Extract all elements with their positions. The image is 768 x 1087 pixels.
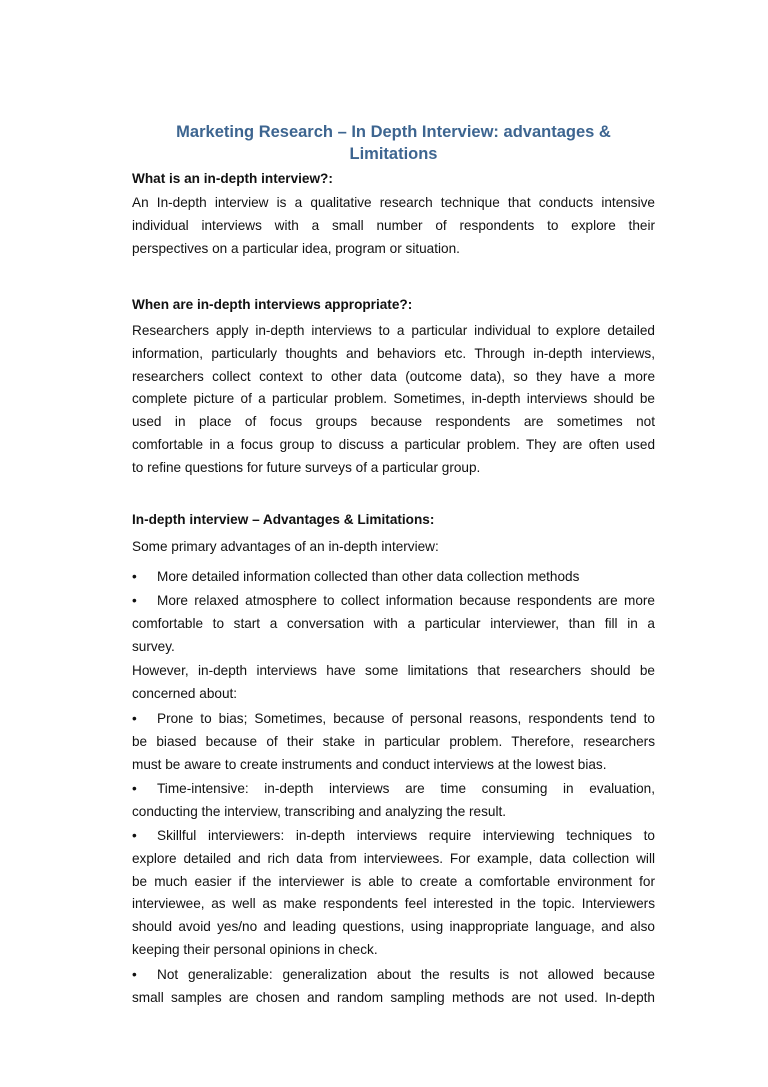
text-line	[132, 660, 655, 683]
text-line	[132, 987, 655, 1010]
line-text: keeping their personal opinions in check.	[132, 941, 378, 957]
line-text: small samples are chosen and random sampling methods are not used. In-depth	[132, 989, 655, 1005]
line-text: conducting the interview, transcribing and analyzing the result.	[132, 803, 507, 819]
text-line	[132, 939, 655, 962]
paragraph	[132, 536, 655, 559]
text-line	[132, 893, 655, 916]
line-text: information, particularly thoughts and behaviors etc. Through in-depth interviews,	[132, 345, 655, 361]
title-line: Marketing Research – In Depth Interview: advantages &	[176, 123, 611, 141]
line-text: to refine questions for future surveys of a particular group.	[132, 459, 481, 475]
line-text: More detailed information collected than other data collection methods	[157, 569, 580, 584]
bullet-icon: •	[132, 781, 137, 796]
section-heading	[132, 509, 655, 532]
line-text: An In-depth interview is a qualitative research technique that conducts intensive	[132, 195, 655, 210]
text-line	[132, 613, 655, 636]
line-text: individual interviews with a small number of respondents to explore their	[132, 217, 655, 233]
line-text: However, in-depth interviews have some limitations that researchers should be	[132, 663, 655, 678]
text-line	[132, 294, 655, 317]
line-text: be biased because of their stake in particular problem. Therefore, researchers	[132, 733, 655, 749]
text-line	[132, 457, 655, 480]
title-line: Limitations	[349, 145, 438, 163]
text-line	[132, 825, 655, 848]
text-line	[132, 731, 655, 754]
line-text: researchers collect context to other data (outcome data), so they have a more	[132, 368, 655, 384]
text-line	[132, 320, 655, 343]
text-line	[132, 366, 655, 389]
bullet-item	[132, 590, 655, 658]
text-line	[132, 215, 655, 238]
text-line	[132, 801, 655, 824]
bullet-icon: •	[132, 593, 137, 608]
line-text: explore detailed and rich data from interviewees. For example, data collection will	[132, 850, 655, 866]
line-text: comfortable to start a conversation with a particular interviewer, than fill in a	[132, 615, 655, 631]
line-text: Skillful interviewers: in-depth interviews require interviewing techniques to	[157, 828, 655, 843]
paragraph	[132, 660, 655, 706]
bullet-item	[132, 825, 655, 962]
text-line	[132, 754, 655, 777]
text-line	[132, 916, 655, 939]
line-text: In-depth interview – Advantages & Limitations:	[132, 512, 435, 527]
line-text: used in place of focus groups because respondents are sometimes not	[132, 414, 655, 430]
text-line	[132, 590, 655, 613]
text-line	[132, 871, 655, 894]
line-text: must be aware to create instruments and conduct interviews at the lowest bias.	[132, 756, 607, 772]
text-line	[132, 411, 655, 434]
bullet-icon: •	[132, 967, 137, 982]
line-text: comfortable in a focus group to discuss a particular problem. They are often used	[132, 436, 655, 452]
bullet-icon: •	[132, 711, 137, 726]
bullet-item	[132, 964, 655, 1010]
text-line	[132, 566, 655, 589]
text-line	[132, 536, 655, 559]
section-heading	[132, 168, 655, 191]
line-text: Prone to bias; Sometimes, because of personal reasons, respondents tend to	[157, 711, 655, 726]
bullet-item	[132, 566, 655, 589]
document-title	[132, 121, 655, 165]
text-line	[132, 509, 655, 532]
text-line	[132, 343, 655, 366]
line-text: complete picture of a particular problem. Sometimes, in-depth interviews should be	[132, 391, 655, 407]
line-text: concerned about:	[132, 685, 238, 701]
line-text: should avoid yes/no and leading questions, using inappropriate language, and also	[132, 919, 655, 935]
text-line	[132, 434, 655, 457]
bullet-item	[132, 708, 655, 776]
text-line	[132, 636, 655, 659]
line-text: be much easier if the interviewer is able to create a comfortable environment for	[132, 873, 655, 889]
line-text: When are in-depth interviews appropriate?:	[132, 297, 413, 312]
text-line	[132, 683, 655, 706]
section-heading	[132, 294, 655, 317]
line-text: Time-intensive: in-depth interviews are time consuming in evaluation,	[157, 781, 655, 796]
text-line	[132, 778, 655, 801]
line-text: interviewee, as well as make respondents feel interested in the topic. Interviewers	[132, 896, 655, 912]
line-text: perspectives on a particular idea, program or situation.	[132, 240, 460, 256]
bullet-item	[132, 778, 655, 824]
text-line	[132, 848, 655, 871]
bullet-icon: •	[132, 828, 137, 843]
line-text: What is an in-depth interview?:	[132, 171, 333, 186]
text-line	[132, 964, 655, 987]
text-line	[132, 238, 655, 261]
line-text: More relaxed atmosphere to collect information because respondents are more	[157, 593, 655, 608]
text-line	[132, 388, 655, 411]
bullet-icon: •	[132, 569, 137, 584]
text-line	[132, 168, 655, 191]
line-text: survey.	[132, 638, 175, 654]
line-text: Researchers apply in-depth interviews to a particular individual to explore detailed	[132, 323, 655, 338]
text-line	[132, 708, 655, 731]
text-line	[132, 192, 655, 215]
paragraph	[132, 192, 655, 260]
line-text: Not generalizable: generalization about the results is not allowed because	[157, 967, 655, 982]
line-text: Some primary advantages of an in-depth interview:	[132, 539, 439, 554]
paragraph	[132, 320, 655, 480]
